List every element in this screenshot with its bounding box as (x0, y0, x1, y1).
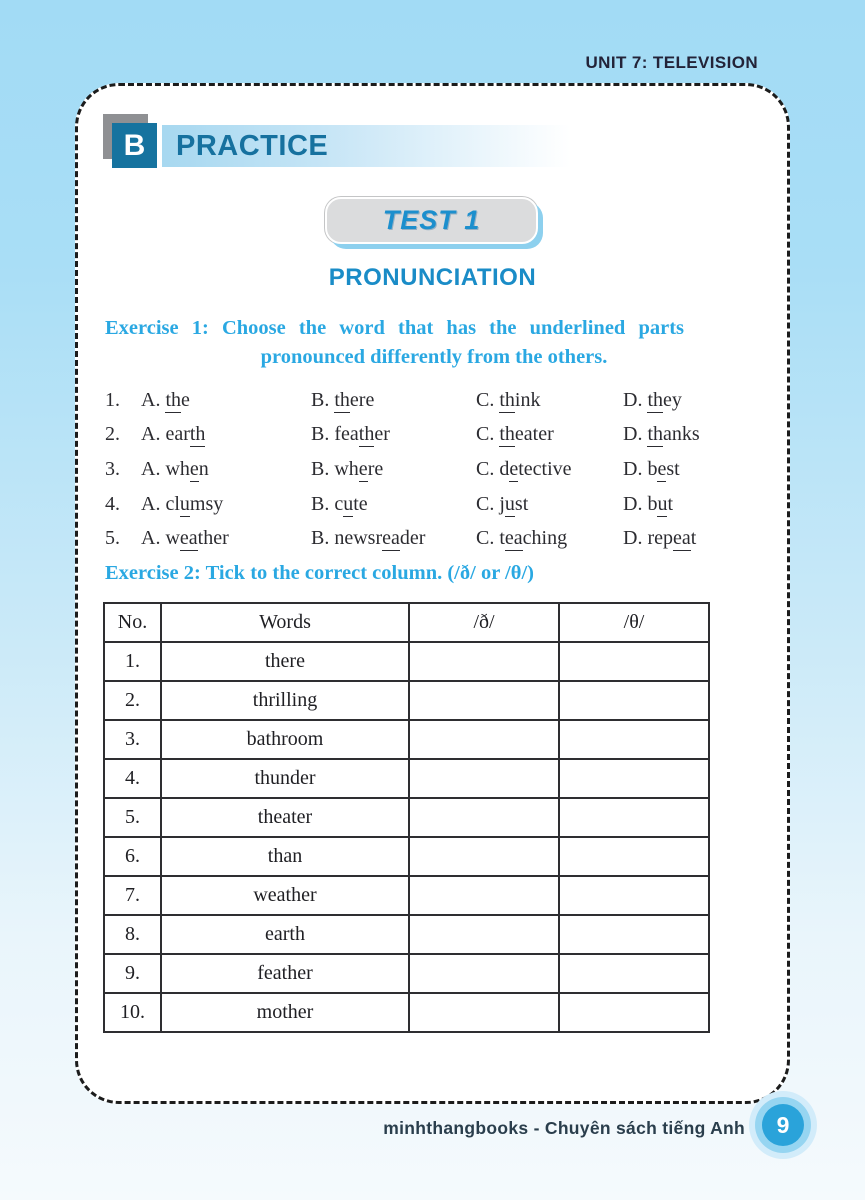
word-cell: mother (161, 993, 409, 1032)
row-number-cell: 8. (104, 915, 161, 954)
answer-option (623, 527, 696, 550)
pronunciation-heading: PRONUNCIATION (328, 264, 537, 291)
option-letter: A. (141, 388, 161, 411)
answer-option (141, 493, 311, 516)
tick-cell-eth[interactable] (409, 642, 559, 681)
table-row (104, 993, 709, 1032)
option-word: but (647, 492, 674, 515)
table-row (104, 759, 709, 798)
footer-text: minhthangbooks - Chuyên sách tiếng Anh (383, 1118, 745, 1138)
exercise1-title-line2: pronounced differently from the others. (260, 346, 608, 368)
answer-option (623, 423, 700, 446)
answer-option (623, 458, 680, 481)
row-number-cell: 4. (104, 759, 161, 798)
answer-option (141, 458, 311, 481)
section-letter: B (112, 123, 157, 168)
answer-option (311, 493, 476, 516)
tick-cell-theta[interactable] (559, 915, 709, 954)
exercise1-title (105, 317, 763, 369)
option-letter: B. (311, 388, 330, 411)
underlined-part: ea (504, 527, 523, 550)
page-number-badge (749, 1091, 817, 1159)
answer-option (311, 389, 476, 412)
answer-option (141, 389, 311, 412)
answer-option (476, 527, 623, 550)
word-cell: earth (161, 915, 409, 954)
answer-option (623, 493, 673, 516)
test-1-label: TEST 1 (382, 205, 481, 235)
table-header-cell: No. (104, 603, 161, 642)
underlined-part: u (657, 492, 668, 515)
underlined-part: th (647, 388, 664, 411)
tick-cell-theta[interactable] (559, 720, 709, 759)
option-word: think (499, 388, 541, 411)
answer-option (311, 458, 476, 481)
word-cell: theater (161, 798, 409, 837)
tick-cell-theta[interactable] (559, 798, 709, 837)
option-word: feather (334, 423, 390, 446)
page-number: 9 (762, 1104, 804, 1146)
option-word: cute (334, 492, 368, 515)
table-row (104, 915, 709, 954)
underlined-part: e (509, 457, 519, 480)
option-letter: D. (623, 388, 643, 411)
section-title: PRACTICE (176, 129, 329, 162)
option-word: there (334, 388, 375, 411)
word-cell: feather (161, 954, 409, 993)
option-letter: A. (141, 423, 161, 446)
underlined-part: th (647, 423, 664, 446)
tick-cell-theta[interactable] (559, 993, 709, 1032)
table-header-cell: /θ/ (559, 603, 709, 642)
underlined-part: ea (382, 527, 400, 550)
option-word: earth (165, 423, 206, 446)
table-header-cell: /ð/ (409, 603, 559, 642)
table-row (104, 681, 709, 720)
word-cell: thunder (161, 759, 409, 798)
underlined-part: th (499, 388, 515, 411)
word-cell: weather (161, 876, 409, 915)
tick-cell-theta[interactable] (559, 642, 709, 681)
underlined-part: th (358, 423, 375, 446)
answer-option (476, 458, 623, 481)
exercise1-row (105, 452, 765, 487)
underlined-part: th (499, 423, 515, 446)
underlined-part: ea (179, 527, 198, 550)
answer-option (311, 423, 476, 446)
answer-option (141, 527, 311, 550)
exercise1-title-line1: Exercise 1: Choose the word that has the underlined parts (105, 317, 684, 339)
tick-cell-eth[interactable] (409, 993, 559, 1032)
tick-cell-theta[interactable] (559, 681, 709, 720)
option-letter: C. (476, 527, 495, 550)
section-title-bar (162, 125, 570, 167)
exercise2-title: Exercise 2: Tick to the correct column. (/ð/ or /θ/) (105, 562, 534, 584)
row-number-cell: 9. (104, 954, 161, 993)
row-number-cell: 7. (104, 876, 161, 915)
exercise2-table (103, 602, 710, 1033)
option-letter: C. (476, 388, 495, 411)
row-number-cell: 5. (104, 798, 161, 837)
tick-cell-eth[interactable] (409, 837, 559, 876)
tick-cell-eth[interactable] (409, 954, 559, 993)
underlined-part: e (358, 457, 368, 480)
option-word: when (165, 457, 209, 480)
table-row (104, 720, 709, 759)
table-row (104, 642, 709, 681)
answer-option (141, 423, 311, 446)
word-cell: there (161, 642, 409, 681)
underlined-part: e (189, 457, 199, 480)
answer-option (311, 527, 476, 550)
word-cell: bathroom (161, 720, 409, 759)
tick-cell-eth[interactable] (409, 876, 559, 915)
answer-option (476, 493, 623, 516)
option-word: thanks (647, 423, 700, 446)
option-word: where (334, 457, 384, 480)
answer-option (623, 389, 682, 412)
option-letter: B. (311, 457, 330, 480)
tick-cell-eth[interactable] (409, 720, 559, 759)
underlined-part: u (179, 492, 190, 515)
exercise1-options (105, 383, 765, 556)
exercise1-row (105, 487, 765, 522)
answer-option (476, 423, 623, 446)
answer-option (476, 389, 623, 412)
option-letter: D. (623, 527, 643, 550)
table-header-cell: Words (161, 603, 409, 642)
row-number-cell: 3. (104, 720, 161, 759)
option-word: they (647, 388, 682, 411)
option-letter: B. (311, 527, 330, 550)
row-number-cell: 10. (104, 993, 161, 1032)
option-letter: A. (141, 457, 161, 480)
underlined-part: e (657, 457, 667, 480)
row-number-cell: 2. (104, 681, 161, 720)
underlined-part: ea (673, 527, 691, 550)
table-row (104, 876, 709, 915)
option-word: best (647, 457, 680, 480)
option-letter: C. (476, 457, 495, 480)
option-letter: B. (311, 492, 330, 515)
word-cell: thrilling (161, 681, 409, 720)
option-letter: C. (476, 492, 495, 515)
option-word: detective (499, 457, 572, 480)
unit-header: UNIT 7: TELEVISION (585, 53, 758, 72)
option-letter: A. (141, 527, 161, 550)
option-word: weather (165, 527, 229, 550)
option-letter: B. (311, 423, 330, 446)
option-letter: C. (476, 423, 495, 446)
option-letter: A. (141, 492, 161, 515)
tick-cell-theta[interactable] (559, 837, 709, 876)
option-word: teaching (499, 527, 568, 550)
underlined-part: th (334, 388, 350, 411)
underlined-part: th (189, 423, 206, 446)
underlined-part: u (343, 492, 354, 515)
exercise1-row (105, 383, 765, 418)
option-letter: D. (623, 492, 643, 515)
option-row-number: 4. (105, 492, 120, 515)
test-1-button[interactable] (325, 197, 538, 244)
option-row-number: 2. (105, 423, 120, 446)
exercise1-row (105, 521, 765, 556)
option-word: clumsy (165, 492, 224, 515)
table-header-row (104, 603, 709, 642)
underlined-part: th (165, 388, 182, 411)
underlined-part: u (504, 492, 515, 515)
tick-cell-theta[interactable] (559, 759, 709, 798)
option-letter: D. (623, 457, 643, 480)
content-card (75, 83, 790, 1104)
table-row (104, 798, 709, 837)
option-word: theater (499, 423, 554, 446)
tick-cell-theta[interactable] (559, 876, 709, 915)
option-word: just (499, 492, 529, 515)
tick-cell-eth[interactable] (409, 915, 559, 954)
option-word: the (165, 388, 190, 411)
option-letter: D. (623, 423, 643, 446)
word-cell: than (161, 837, 409, 876)
option-row-number: 1. (105, 388, 120, 411)
table-row (104, 954, 709, 993)
row-number-cell: 1. (104, 642, 161, 681)
tick-cell-eth[interactable] (409, 681, 559, 720)
tick-cell-theta[interactable] (559, 954, 709, 993)
table-row (104, 837, 709, 876)
tick-cell-eth[interactable] (409, 759, 559, 798)
exercise1-row (105, 418, 765, 453)
tick-cell-eth[interactable] (409, 798, 559, 837)
page-badge-ring (755, 1097, 811, 1153)
option-word: newsreader (334, 527, 426, 550)
row-number-cell: 6. (104, 837, 161, 876)
option-row-number: 3. (105, 457, 120, 480)
option-row-number: 5. (105, 527, 120, 550)
option-word: repeat (647, 527, 697, 550)
